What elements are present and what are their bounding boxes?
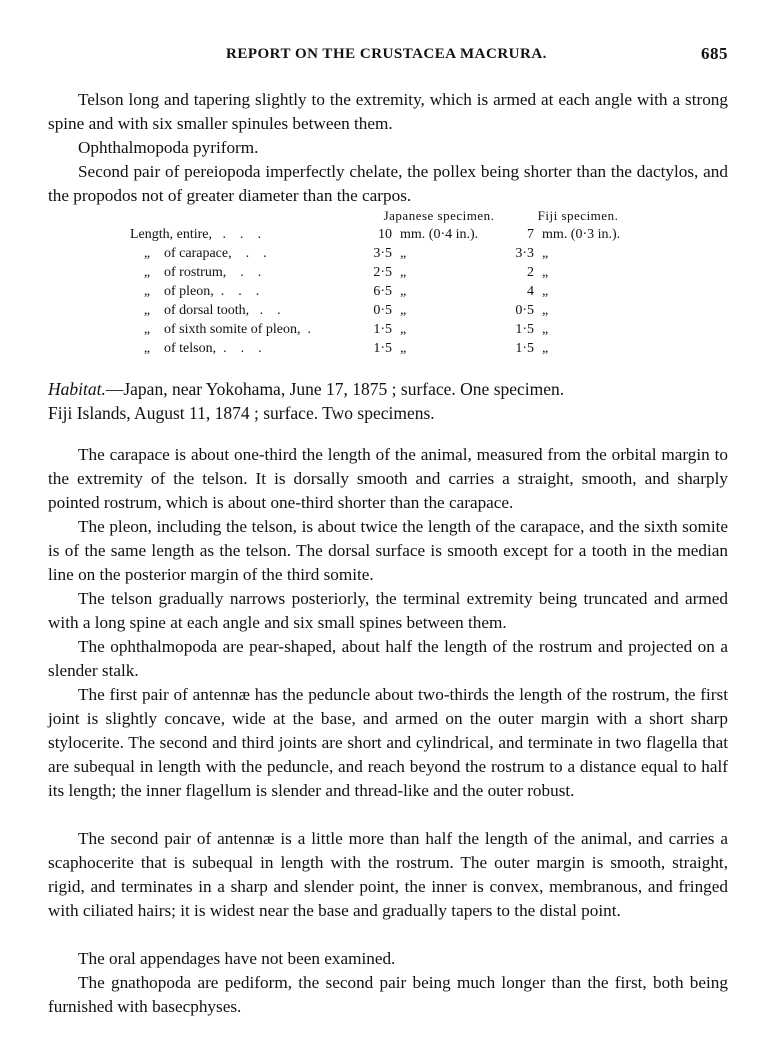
habitat-label: Habitat. [48,379,106,399]
measurement-value: 3·3 [515,246,534,261]
measurement-label [130,338,364,357]
page-number: 685 [701,44,728,63]
measurement-label [130,224,364,243]
measurement-label-text: Length, entire, . . . [130,227,262,242]
measurement-value: 0·5 [373,303,392,318]
measurement-label-text: of dorsal tooth, . . [164,303,281,318]
measurement-value: 0·5 [515,303,534,318]
measurement-row [130,243,642,262]
measurement-value: 7 [527,227,534,242]
measurement-unit: „ [542,284,549,299]
measurement-unit: „ [400,303,407,318]
paragraph-ophthalmopoda: The ophthalmopoda are pear-shaped, about half the length of the rostrum and projected on a slender stalk. [48,637,728,680]
measurements-header-row [130,208,642,224]
paragraph-gnathopoda: The gnathopoda are pediform, the second pair being much longer than the first, both being furnished with basecphyses. [48,973,728,1016]
measurement-unit: „ [542,341,549,356]
column-header-fiji: Fiji specimen. [537,208,619,223]
measurement-row [130,300,642,319]
paragraph-first-antennae: The first pair of antennæ has the peduncle about two-thirds the length of the rostrum, the first joint is slightly concave, wide at the base, and armed on the outer margin with a short sharp stylocerite. The second and third joints are short and cylindrical, and terminate in two flagella that are subequal in length with the peduncle, and reach beyond the rostrum to a distance equal to half its length; the inner flagellum is slender and thread-like and the outer robust. [48,685,728,800]
running-header [48,44,728,66]
measurement-label-text: of carapace, . . [164,246,267,261]
measurement-unit: „ [542,246,549,261]
measurement-label [130,262,364,281]
measurements-table [130,208,642,357]
measurement-label-text: of telson, . . . [164,341,262,356]
measurement-value: 6·5 [373,284,392,299]
measurement-unit: „ [400,341,407,356]
paragraph-telson: The telson gradually narrows posteriorly, the terminal extremity being truncated and armed with a long spine at each angle and six small spines between them. [48,589,728,632]
measurement-label-text: of pleon, . . . [164,284,260,299]
measurement-row [130,262,642,281]
paragraph-second-antennae: The second pair of antennæ is a little more than half the length of the animal, and carries a scaphocerite that is subequal in length with the rostrum. The outer margin is smooth, straight, rigid, and terminates in a sharp and slender point, the inner is convex, membranous, and fringed with ciliated hairs; it is widest near the base and gradually tapers to the distal point. [48,829,728,920]
measurement-value: 4 [527,284,534,299]
telson-diagnosis: Telson long and tapering slightly to the extremity, which is armed at each angle with a strong spine and with six smaller spinules between them. [48,90,728,133]
measurement-value: 3·5 [373,246,392,261]
column-header-japanese: Japanese specimen. [383,208,495,223]
measurement-unit: mm. (0·4 in.). [400,227,479,242]
measurement-unit: „ [542,265,549,280]
ditto-mark: „ [143,265,151,280]
measurement-value: 1·5 [373,322,392,337]
paragraph-carapace: The carapace is about one-third the length of the animal, measured from the orbital margin to the extremity of the telson. It is dorsally smooth and carries a straight, smooth, and sharply pointed rostrum, which is about one-third shorter than the carapace. [48,445,728,512]
running-title: REPORT ON THE CRUSTACEA MACRURA. [226,46,547,62]
habitat-line-2: Fiji Islands, August 11, 1874 ; surface. Two specimens. [48,403,435,423]
paragraph-oral-appendages: The oral appendages have not been examined. [78,949,396,968]
measurement-unit: „ [400,284,407,299]
ditto-mark: „ [143,284,151,299]
measurement-unit: „ [542,322,549,337]
ditto-mark: „ [143,303,151,318]
measurement-value: 1·5 [515,322,534,337]
measurement-value: 1·5 [515,341,534,356]
measurement-value: 1·5 [373,341,392,356]
measurement-label-text: of rostrum, . . [164,265,262,280]
measurement-unit: „ [400,265,407,280]
measurement-label [130,243,364,262]
measurement-value: 2 [527,265,534,280]
measurement-label [130,281,364,300]
measurement-unit: „ [400,246,407,261]
paragraph-pleon: The pleon, including the telson, is about twice the length of the carapace, and the sixth somite is of the same length as the telson. The dorsal surface is smooth except for a tooth in the median line on the posterior margin of the third somite. [48,517,728,584]
measurement-value: 10 [378,227,392,242]
pereiopoda-diagnosis: Second pair of pereiopoda imperfectly chelate, the pollex being shorter than the dactylos, and the propodos not of greater diameter than the carpos. [48,162,728,205]
measurement-unit: mm. (0·3 in.). [542,227,621,242]
measurement-unit: „ [542,303,549,318]
measurement-value: 2·5 [373,265,392,280]
measurement-label [130,300,364,319]
measurement-row [130,338,642,357]
measurement-row [130,281,642,300]
measurement-label [130,319,364,338]
measurement-unit: „ [400,322,407,337]
ditto-mark: „ [143,322,151,337]
habitat-line-1: Habitat.—Japan, near Yokohama, June 17, 1875 ; surface. One specimen. [48,379,565,399]
measurement-row [130,319,642,338]
ophthalmopoda-diagnosis: Ophthalmopoda pyriform. [78,138,259,157]
measurement-label-text: of sixth somite of pleon, . [164,322,311,337]
measurement-row [130,224,642,243]
ditto-mark: „ [143,246,151,261]
ditto-mark: „ [143,341,151,356]
